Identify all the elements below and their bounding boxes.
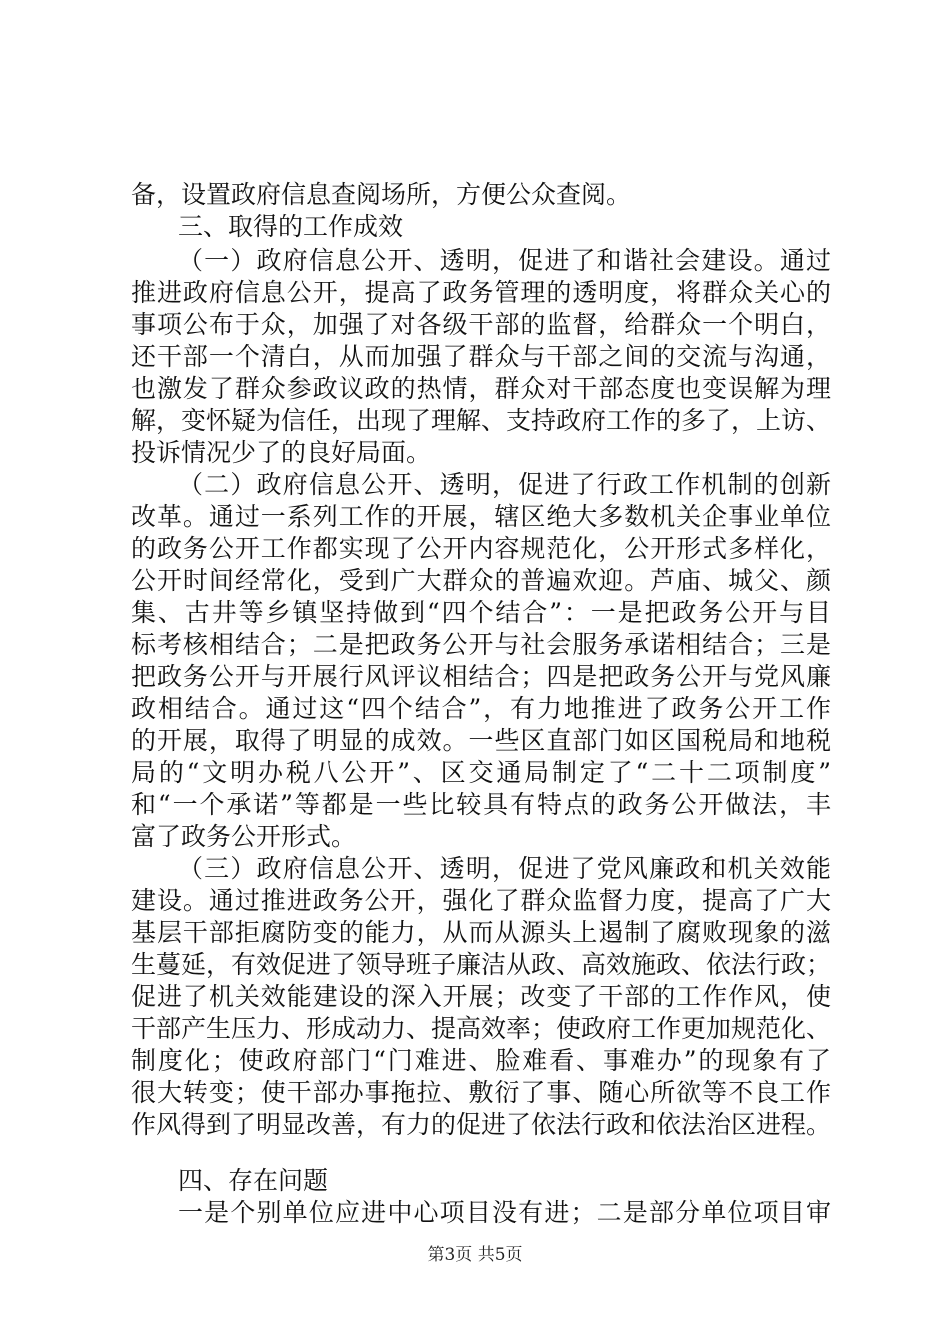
text-line: 公开时间经常化，受到广大群众的普遍欢迎。芦庙、城父、颜 bbox=[131, 566, 831, 595]
text-line: 事项公布于众，加强了对各级干部的监督，给群众一个明白， bbox=[131, 310, 831, 339]
text-line: 把政务公开与开展行风评议相结合；四是把政务公开与党风廉 bbox=[131, 662, 831, 691]
text-line: 一是个别单位应进中心项目没有进；二是部分单位项目审 bbox=[178, 1198, 831, 1227]
text-line: 和“一个承诺”等都是一些比较具有特点的政务公开做法，丰 bbox=[131, 790, 831, 819]
section-heading: 四、存在问题 bbox=[178, 1166, 329, 1195]
text-line: 作风得到了明显改善，有力的促进了依法行政和依法治区进程。 bbox=[131, 1110, 831, 1139]
text-line: 政相结合。通过这“四个结合”，有力地推进了政务公开工作 bbox=[131, 694, 831, 723]
text-line: 改革。通过一系列工作的开展，辖区绝大多数机关企事业单位 bbox=[131, 502, 831, 531]
text-line: 还干部一个清白，从而加强了群众与干部之间的交流与沟通， bbox=[131, 342, 831, 371]
text-line: 很大转变；使干部办事拖拉、敷衍了事、随心所欲等不良工作 bbox=[131, 1078, 831, 1107]
page-footer: 第3页 共5页 bbox=[427, 1245, 523, 1265]
text-line: 投诉情况少了的良好局面。 bbox=[131, 438, 432, 467]
text-line: 局的“文明办税八公开”、区交通局制定了“二十二项制度” bbox=[131, 758, 831, 787]
text-line: 也激发了群众参政议政的热情，群众对干部态度也变误解为理 bbox=[131, 374, 831, 403]
text-line: 集、古井等乡镇坚持做到“四个结合”：一是把政务公开与目 bbox=[131, 598, 831, 627]
text-line: 推进政府信息公开，提高了政务管理的透明度，将群众关心的 bbox=[131, 278, 831, 307]
text-line: 促进了机关效能建设的深入开展；改变了干部的工作作风，使 bbox=[131, 982, 831, 1011]
text-line: 标考核相结合；二是把政务公开与社会服务承诺相结合；三是 bbox=[131, 630, 831, 659]
text-line: 备，设置政府信息查阅场所，方便公众查阅。 bbox=[131, 180, 632, 209]
text-line: 干部产生压力、形成动力、提高效率；使政府工作更加规范化、 bbox=[131, 1014, 831, 1043]
text-line: 基层干部拒腐防变的能力，从而从源头上遏制了腐败现象的滋 bbox=[131, 918, 831, 947]
text-line: （二）政府信息公开、透明，促进了行政工作机制的创新 bbox=[178, 470, 831, 499]
text-line: 富了政务公开形式。 bbox=[131, 822, 357, 851]
text-line: 的政务公开工作都实现了公开内容规范化，公开形式多样化， bbox=[131, 534, 831, 563]
text-line: 的开展，取得了明显的成效。一些区直部门如区国税局和地税 bbox=[131, 726, 831, 755]
text-line: （一）政府信息公开、透明，促进了和谐社会建设。通过 bbox=[178, 246, 831, 275]
text-line: 制度化；使政府部门“门难进、脸难看、事难办”的现象有了 bbox=[131, 1046, 831, 1075]
text-line: 建设。通过推进政务公开，强化了群众监督力度，提高了广大 bbox=[131, 886, 831, 915]
section-heading: 三、取得的工作成效 bbox=[178, 212, 404, 241]
text-line: 解，变怀疑为信任，出现了理解、支持政府工作的多了，上访、 bbox=[131, 406, 831, 435]
text-line: 生蔓延，有效促进了领导班子廉洁从政、高效施政、依法行政； bbox=[131, 950, 831, 979]
text-line: （三）政府信息公开、透明，促进了党风廉政和机关效能 bbox=[178, 854, 831, 883]
